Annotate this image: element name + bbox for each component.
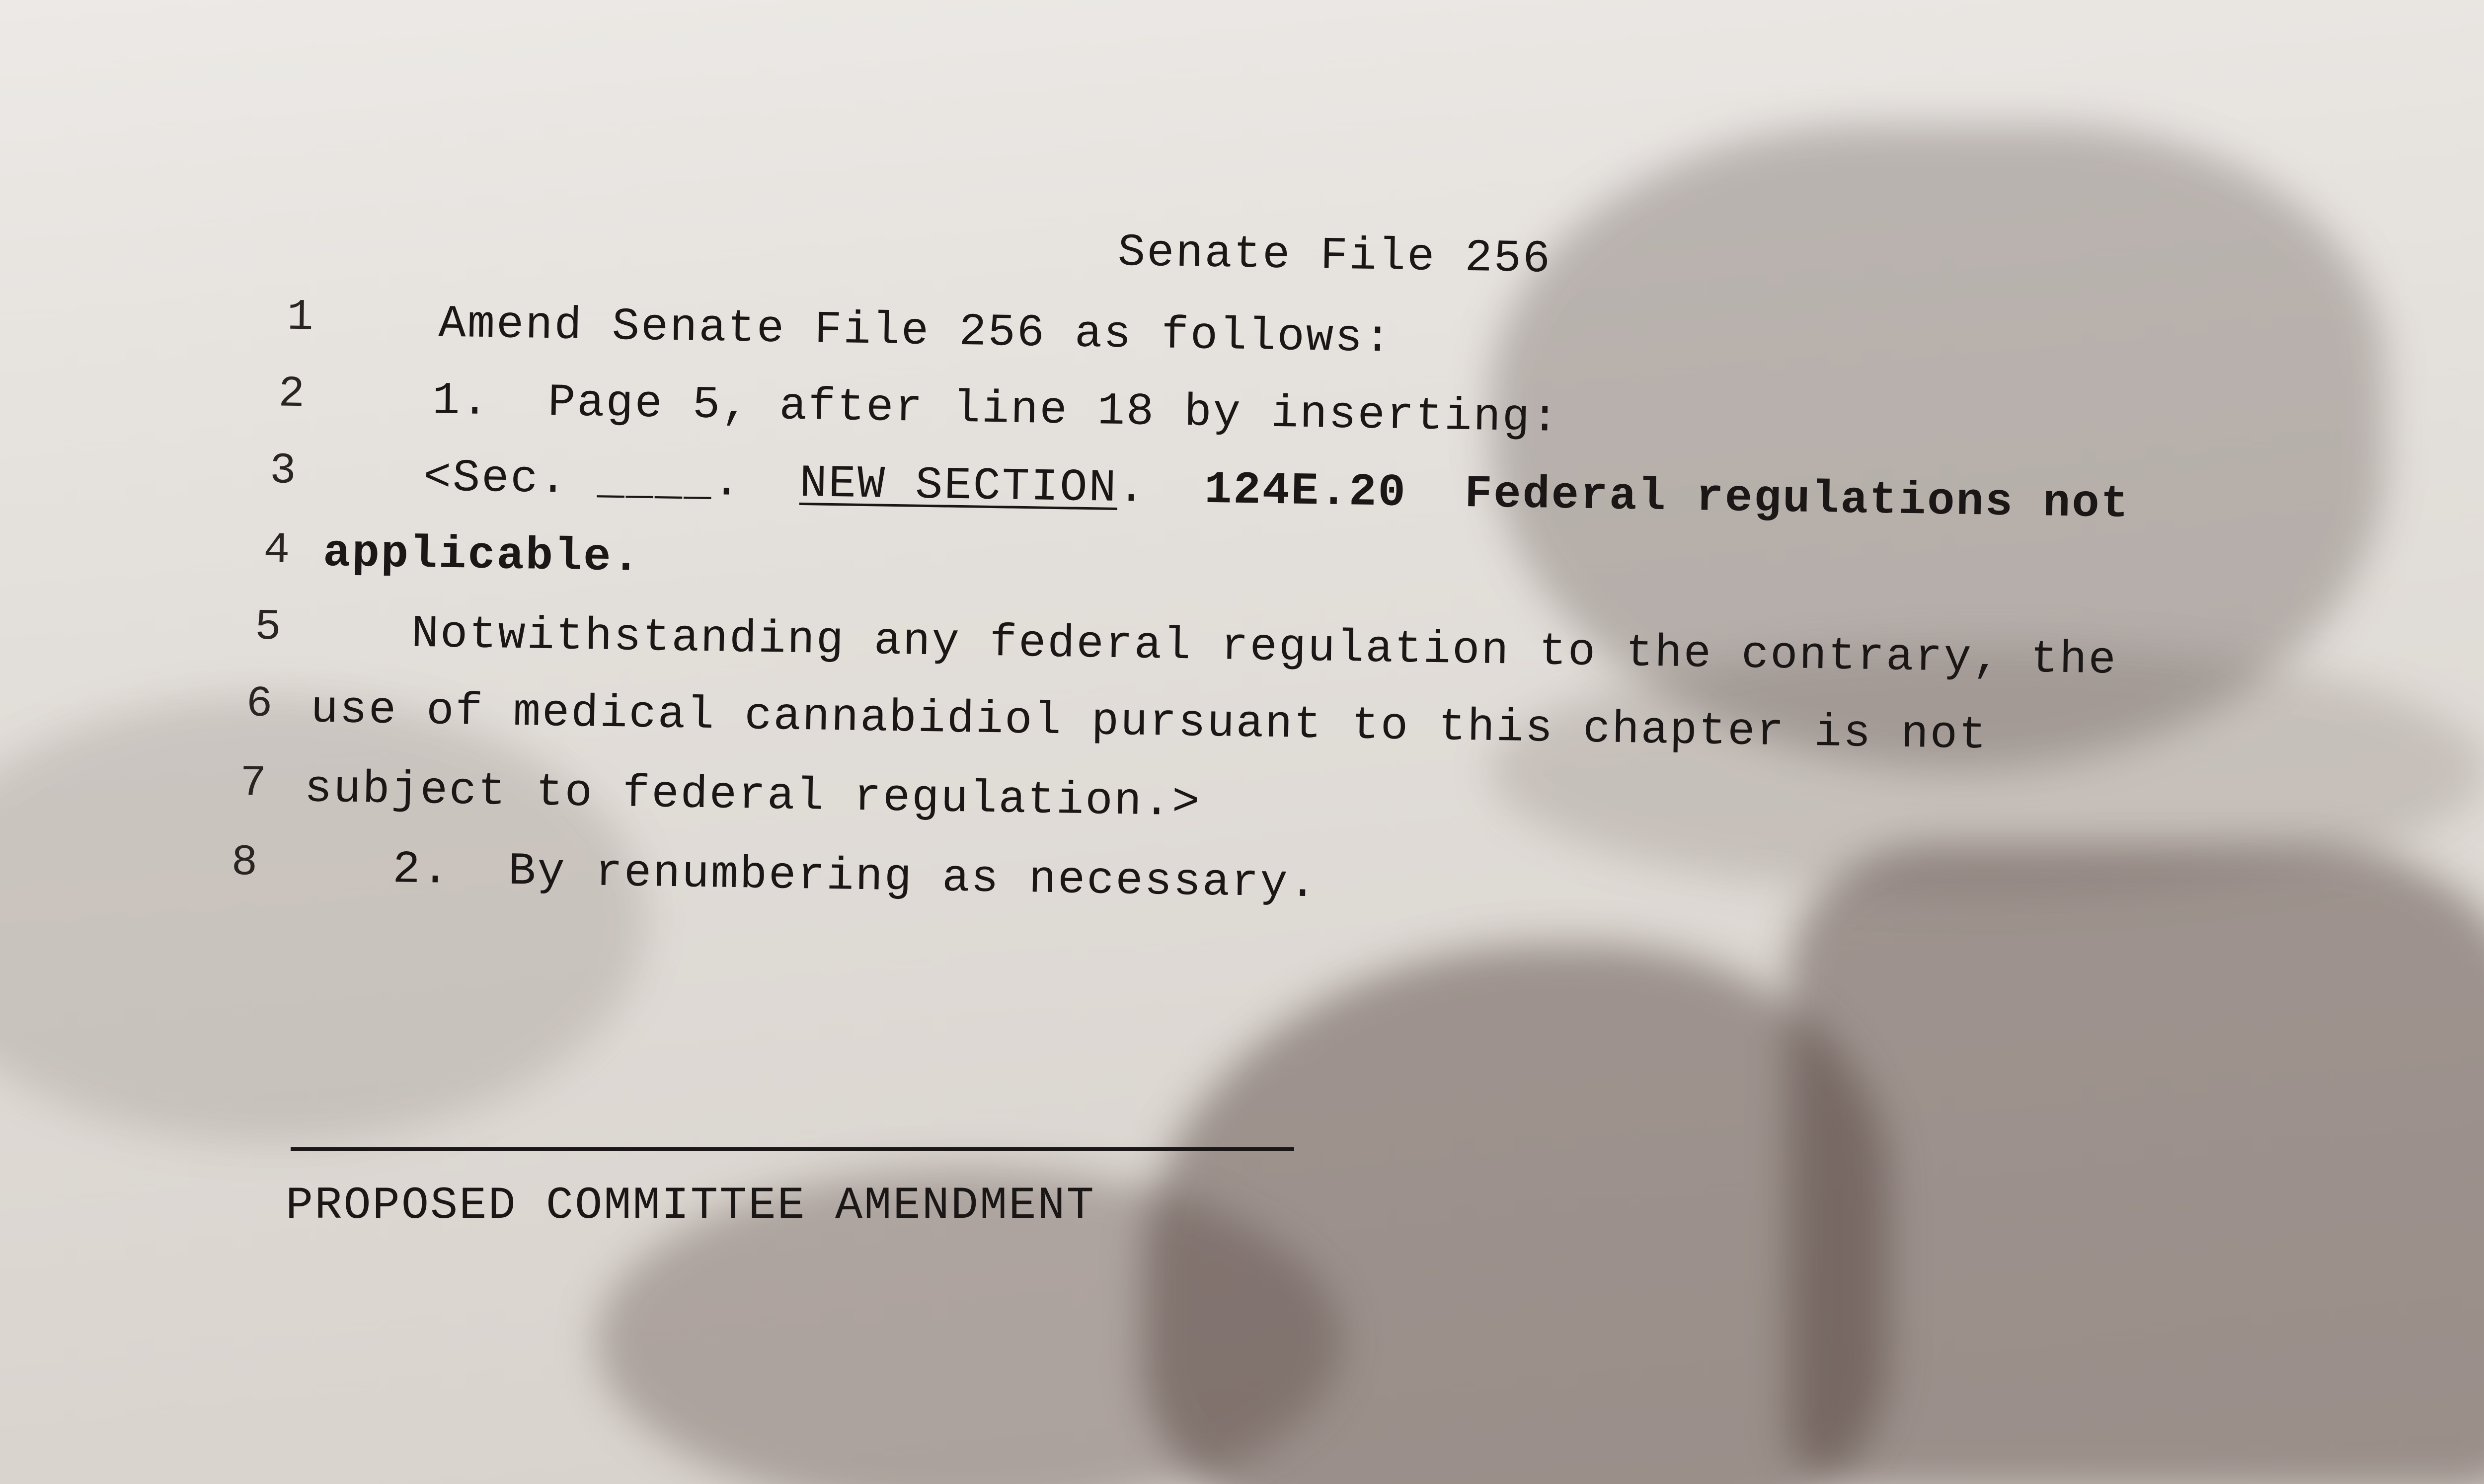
line-number: 6 — [245, 679, 273, 730]
line-text: 2. By renumbering as necessary. — [392, 843, 1319, 910]
line-text: applicable. — [322, 526, 642, 584]
line-text: use of medical cannabidiol pursuant to this chapter is not — [310, 683, 1988, 762]
line-number: 8 — [231, 838, 258, 888]
document-title: Senate File 256 — [1117, 226, 1552, 286]
section-title: Federal regulations not — [1464, 467, 2130, 530]
section-number: 124E.20 — [1204, 463, 1407, 519]
footer-label: PROPOSED COMMITTEE AMENDMENT — [286, 1180, 1095, 1232]
line-text: 1. Page 5, after line 18 by inserting: — [432, 374, 1560, 445]
section-heading-period: . — [1117, 462, 1147, 515]
new-section-heading: NEW SECTION — [799, 457, 1118, 515]
line-number: 4 — [263, 525, 291, 576]
line-number: 7 — [239, 759, 267, 809]
line-number: 1 — [287, 293, 314, 343]
line-number: 3 — [269, 446, 297, 496]
line-text: subject to federal regulation.> — [304, 762, 1202, 829]
line-number: 2 — [278, 370, 305, 420]
line-text: Amend Senate File 256 as follows: — [438, 297, 1394, 365]
line-text: Notwithstanding any federal regulation to the contrary, the — [411, 607, 2118, 687]
section-line — [423, 451, 2130, 530]
section-prefix: <Sec. ____. — [423, 451, 800, 510]
line-number: 5 — [254, 602, 282, 653]
signature-line — [291, 1147, 1294, 1151]
